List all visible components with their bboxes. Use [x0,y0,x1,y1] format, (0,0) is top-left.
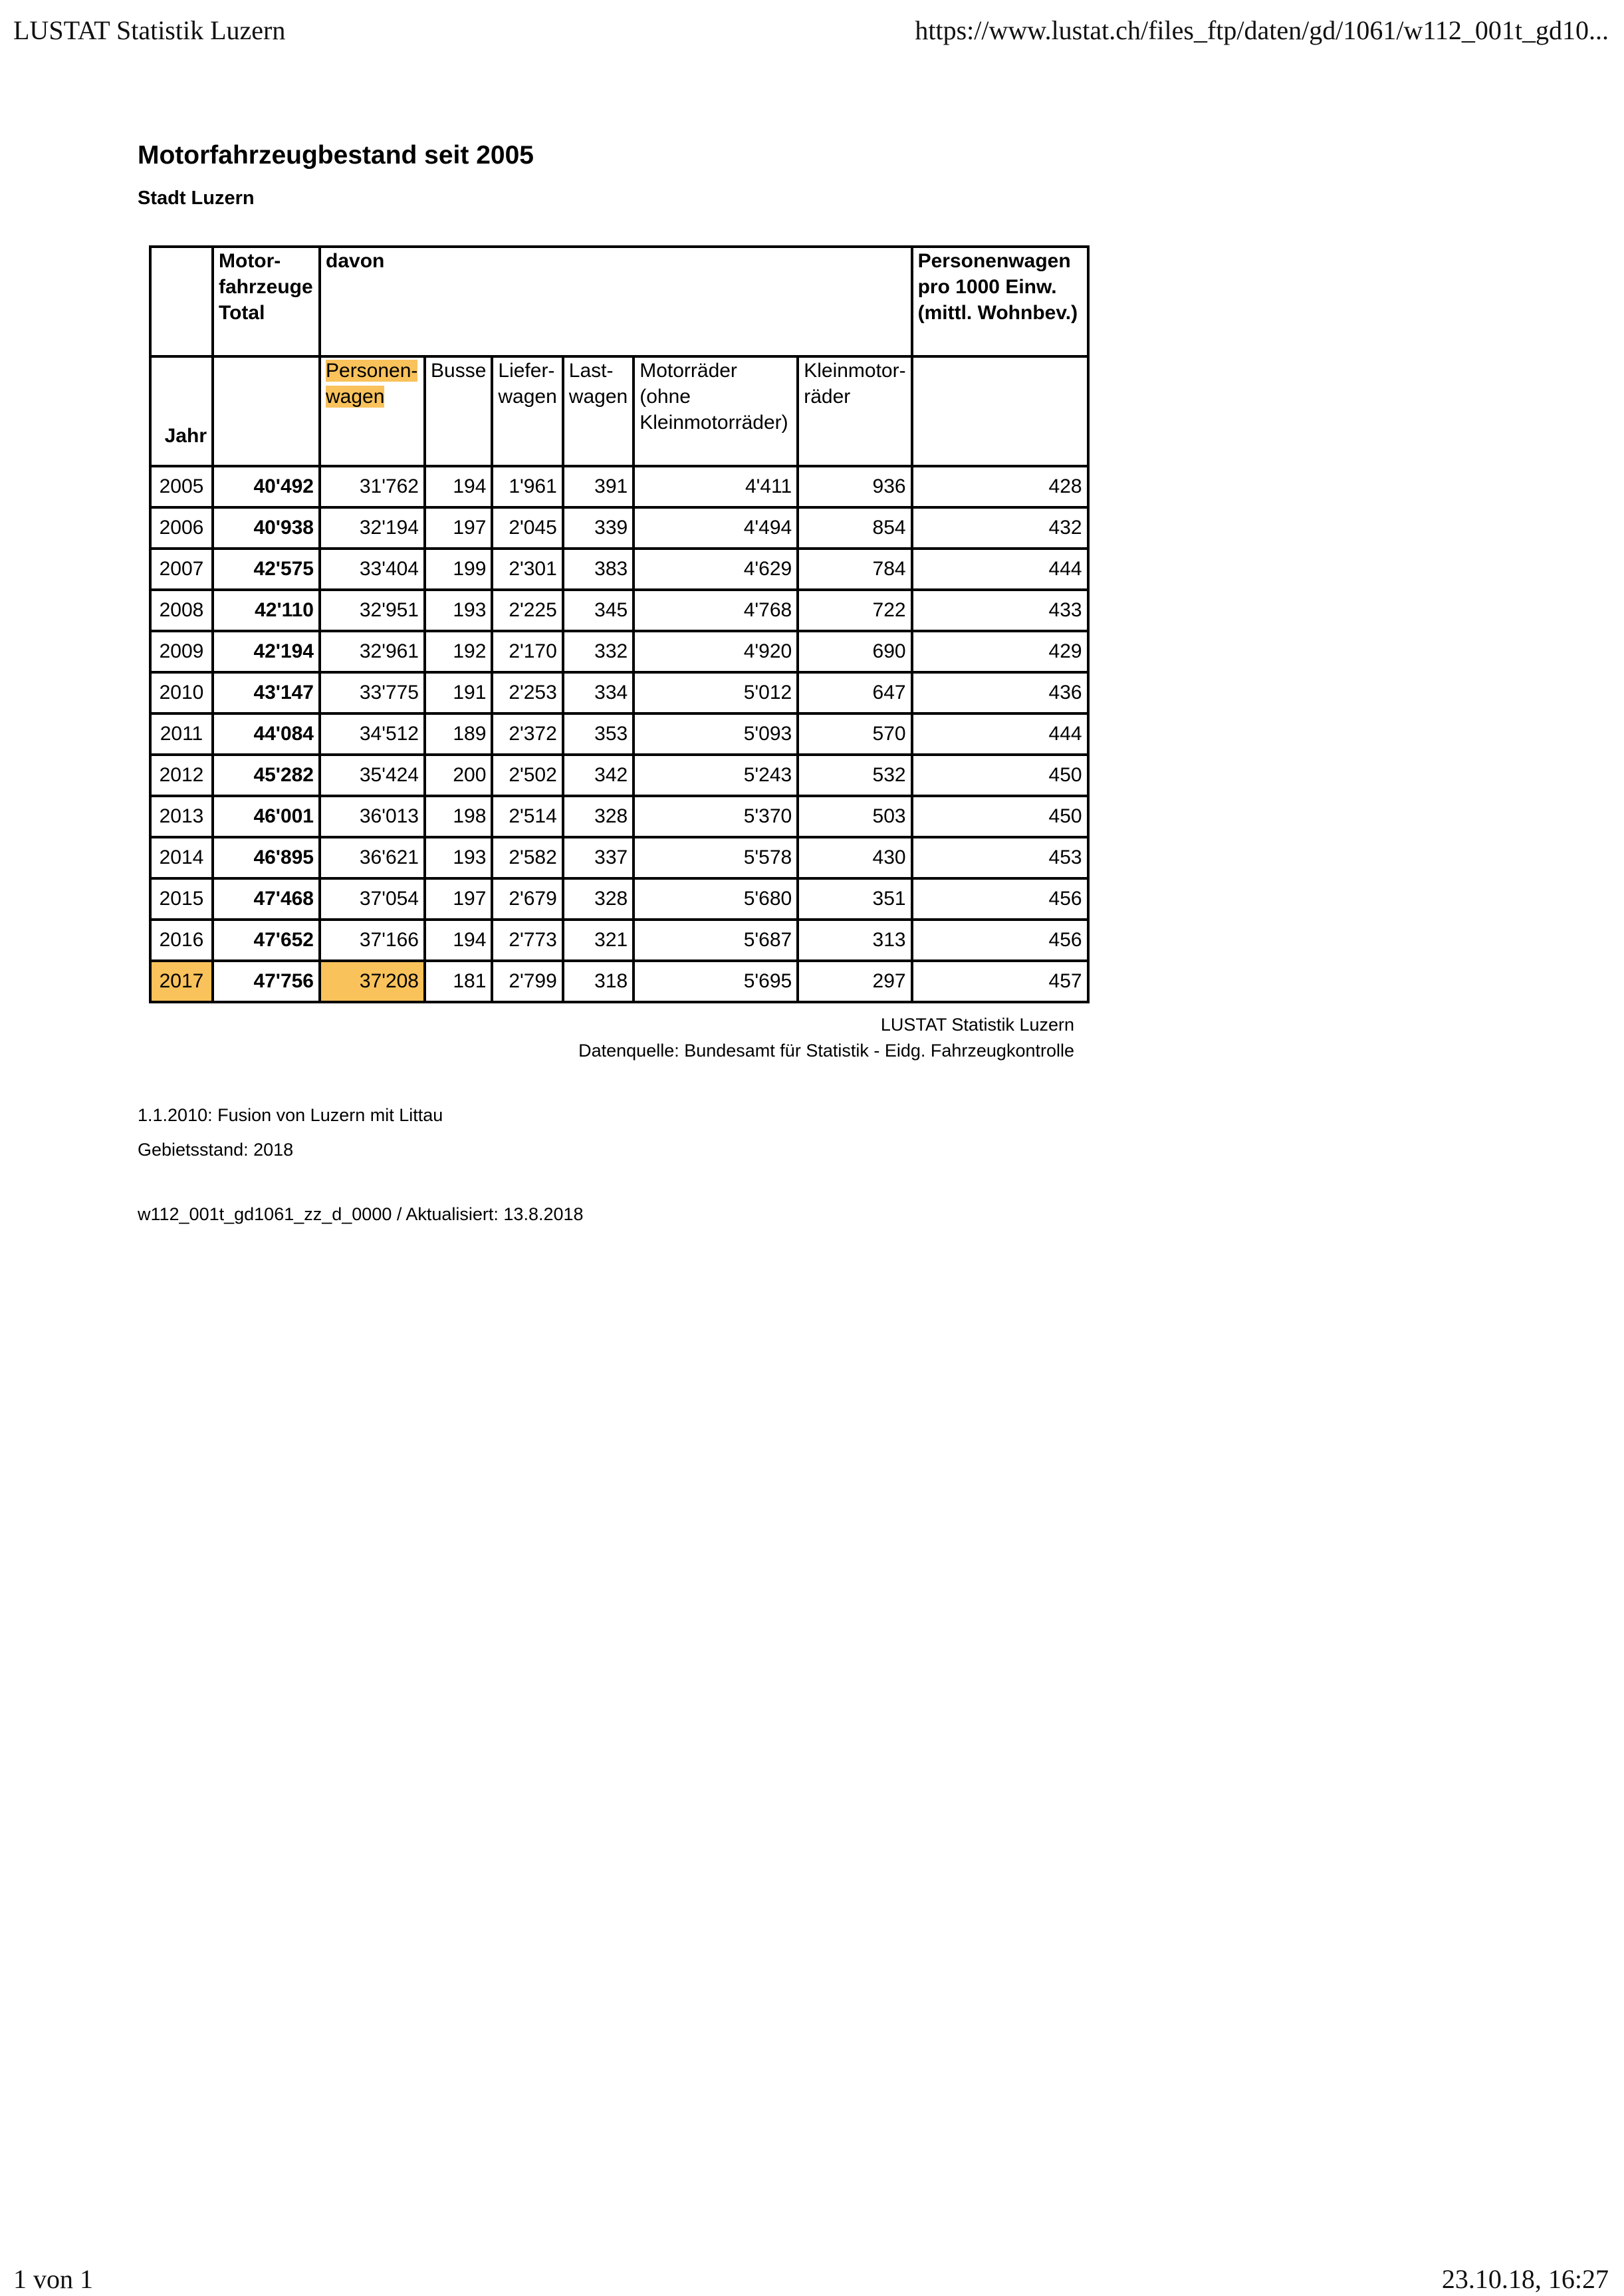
header-busse-label: Busse [431,360,487,382]
cell-personenwagen: 37'054 [320,878,425,920]
cell-total: 47'468 [213,878,320,920]
cell-kleinmotorraeder: 532 [798,755,911,796]
cell-year: 2016 [150,920,213,961]
table-row [150,920,1088,961]
cell-lastwagen: 342 [563,755,634,796]
source-organisation: LUSTAT Statistik Luzern [880,1015,1074,1035]
cell-busse: 199 [425,549,492,590]
note-fusion: 1.1.2010: Fusion von Luzern mit Littau [138,1105,443,1125]
cell-kleinmotorraeder: 690 [798,631,911,672]
cell-kleinmotorraeder: 313 [798,920,911,961]
cell-lieferwagen: 2'170 [492,631,562,672]
header-personenwagen-label: Personen- wagen [326,360,418,408]
cell-year: 2015 [150,878,213,920]
cell-per1000: 444 [912,549,1088,590]
cell-year: 2014 [150,837,213,878]
cell-personenwagen: 37'166 [320,920,425,961]
cell-personenwagen: 36'013 [320,796,425,837]
cell-personenwagen: 33'775 [320,672,425,713]
cell-per1000: 433 [912,590,1088,631]
cell-personenwagen: 37'208 [320,961,425,1002]
cell-kleinmotorraeder: 722 [798,590,911,631]
cell-motorraeder: 4'768 [634,590,798,631]
cell-total: 47'756 [213,961,320,1002]
cell-total: 44'084 [213,713,320,755]
cell-lieferwagen: 1'961 [492,466,562,507]
cell-per1000: 450 [912,796,1088,837]
table-row [150,878,1088,920]
header-davon [320,247,912,356]
cell-kleinmotorraeder: 351 [798,878,911,920]
header-lastwagen-label: Last- wagen [568,360,628,408]
cell-lastwagen: 339 [563,507,634,549]
cell-busse: 193 [425,590,492,631]
table-row [150,961,1088,1002]
cell-kleinmotorraeder: 503 [798,796,911,837]
vehicle-stock-table [149,245,1090,1003]
cell-motorraeder: 4'920 [634,631,798,672]
header-lieferwagen-label: Liefer- wagen [498,360,557,408]
cell-total: 40'938 [213,507,320,549]
cell-total: 45'282 [213,755,320,796]
cell-total: 42'194 [213,631,320,672]
table-row [150,713,1088,755]
header-lastwagen [563,356,634,466]
cell-busse: 198 [425,796,492,837]
cell-motorraeder: 5'012 [634,672,798,713]
cell-motorraeder: 4'411 [634,466,798,507]
cell-per1000: 429 [912,631,1088,672]
header-motorraeder-label: Motorräder (ohne Kleinmotorräder) [639,360,788,434]
table-row [150,590,1088,631]
cell-lieferwagen: 2'253 [492,672,562,713]
cell-lastwagen: 383 [563,549,634,590]
cell-lieferwagen: 2'301 [492,549,562,590]
cell-lieferwagen: 2'372 [492,713,562,755]
cell-total: 42'575 [213,549,320,590]
cell-total: 43'147 [213,672,320,713]
header-kleinmotorraeder-label: Kleinmotor- räder [804,360,906,408]
table-row [150,672,1088,713]
table-row [150,837,1088,878]
cell-lieferwagen: 2'799 [492,961,562,1002]
cell-kleinmotorraeder: 430 [798,837,911,878]
header-row-1 [150,247,1088,356]
cell-personenwagen: 31'762 [320,466,425,507]
cell-total: 47'652 [213,920,320,961]
cell-total: 46'895 [213,837,320,878]
cell-year: 2010 [150,672,213,713]
header-total [213,247,320,356]
cell-busse: 191 [425,672,492,713]
cell-busse: 181 [425,961,492,1002]
cell-motorraeder: 5'687 [634,920,798,961]
header-motorraeder [634,356,798,466]
cell-kleinmotorraeder: 854 [798,507,911,549]
document-title: Motorfahrzeugbestand seit 2005 [138,141,534,170]
note-gebietsstand: Gebietsstand: 2018 [138,1140,294,1160]
cell-busse: 192 [425,631,492,672]
cell-motorraeder: 5'695 [634,961,798,1002]
cell-per1000: 457 [912,961,1088,1002]
cell-busse: 197 [425,878,492,920]
cell-personenwagen: 34'512 [320,713,425,755]
table-row [150,466,1088,507]
cell-kleinmotorraeder: 647 [798,672,911,713]
cell-lieferwagen: 2'679 [492,878,562,920]
header-kleinmotorraeder [798,356,911,466]
cell-lastwagen: 318 [563,961,634,1002]
cell-lastwagen: 334 [563,672,634,713]
print-header-url[interactable]: https://www.lustat.ch/files_ftp/daten/gd/1061/w112_001t_gd10... [915,15,1609,45]
cell-kleinmotorraeder: 784 [798,549,911,590]
cell-kleinmotorraeder: 570 [798,713,911,755]
cell-motorraeder: 5'578 [634,837,798,878]
cell-year: 2017 [150,961,213,1002]
cell-personenwagen: 35'424 [320,755,425,796]
cell-busse: 197 [425,507,492,549]
cell-year: 2013 [150,796,213,837]
cell-motorraeder: 4'494 [634,507,798,549]
cell-total: 40'492 [213,466,320,507]
document-subtitle: Stadt Luzern [138,188,255,209]
cell-year: 2012 [150,755,213,796]
note-file-info: w112_001t_gd1061_zz_d_0000 / Aktualisiert: 13.8.2018 [138,1204,584,1224]
cell-year: 2009 [150,631,213,672]
cell-lastwagen: 321 [563,920,634,961]
cell-lastwagen: 337 [563,837,634,878]
cell-per1000: 432 [912,507,1088,549]
cell-total: 42'110 [213,590,320,631]
table-row [150,796,1088,837]
cell-per1000: 450 [912,755,1088,796]
cell-per1000: 428 [912,466,1088,507]
cell-lastwagen: 328 [563,796,634,837]
cell-lieferwagen: 2'582 [492,837,562,878]
cell-kleinmotorraeder: 297 [798,961,911,1002]
header-busse [425,356,492,466]
header-jahr-top [150,247,213,356]
cell-motorraeder: 4'629 [634,549,798,590]
header-lieferwagen [492,356,562,466]
print-footer-timestamp: 23.10.18, 16:27 [1441,2264,1609,2294]
header-jahr [150,356,213,466]
cell-total: 46'001 [213,796,320,837]
cell-per1000: 453 [912,837,1088,878]
cell-personenwagen: 36'621 [320,837,425,878]
source-data-provider: Datenquelle: Bundesamt für Statistik - Eidg. Fahrzeugkontrolle [578,1041,1074,1061]
header-per1000-label: Personenwagen pro 1000 Einw. (mittl. Wohnbev.) [917,250,1078,324]
cell-lieferwagen: 2'225 [492,590,562,631]
cell-lastwagen: 332 [563,631,634,672]
cell-per1000: 444 [912,713,1088,755]
table-row [150,755,1088,796]
cell-lieferwagen: 2'514 [492,796,562,837]
cell-year: 2011 [150,713,213,755]
print-header-title: LUSTAT Statistik Luzern [13,15,286,45]
cell-motorraeder: 5'093 [634,713,798,755]
cell-busse: 194 [425,466,492,507]
cell-personenwagen: 32'961 [320,631,425,672]
cell-busse: 189 [425,713,492,755]
cell-lieferwagen: 2'045 [492,507,562,549]
print-footer-page-count: 1 von 1 [13,2264,93,2294]
cell-busse: 194 [425,920,492,961]
table-row [150,631,1088,672]
cell-year: 2005 [150,466,213,507]
cell-personenwagen: 33'404 [320,549,425,590]
cell-year: 2007 [150,549,213,590]
cell-per1000: 456 [912,920,1088,961]
cell-lastwagen: 353 [563,713,634,755]
header-total-label: Motor- fahrzeuge Total [219,250,313,324]
cell-year: 2006 [150,507,213,549]
header-jahr-label: Jahr [164,425,207,447]
cell-lieferwagen: 2'773 [492,920,562,961]
table-row [150,549,1088,590]
header-row-2 [150,356,1088,466]
table-row [150,507,1088,549]
cell-lieferwagen: 2'502 [492,755,562,796]
header-davon-label: davon [326,250,385,272]
cell-busse: 193 [425,837,492,878]
cell-lastwagen: 391 [563,466,634,507]
header-per1000 [912,247,1088,356]
header-total-bottom [213,356,320,466]
cell-motorraeder: 5'370 [634,796,798,837]
cell-motorraeder: 5'680 [634,878,798,920]
cell-personenwagen: 32'951 [320,590,425,631]
cell-year: 2008 [150,590,213,631]
cell-personenwagen: 32'194 [320,507,425,549]
cell-per1000: 456 [912,878,1088,920]
header-per1000-bottom [912,356,1088,466]
cell-motorraeder: 5'243 [634,755,798,796]
header-personenwagen [320,356,425,466]
cell-busse: 200 [425,755,492,796]
cell-per1000: 436 [912,672,1088,713]
cell-lastwagen: 328 [563,878,634,920]
cell-kleinmotorraeder: 936 [798,466,911,507]
cell-lastwagen: 345 [563,590,634,631]
